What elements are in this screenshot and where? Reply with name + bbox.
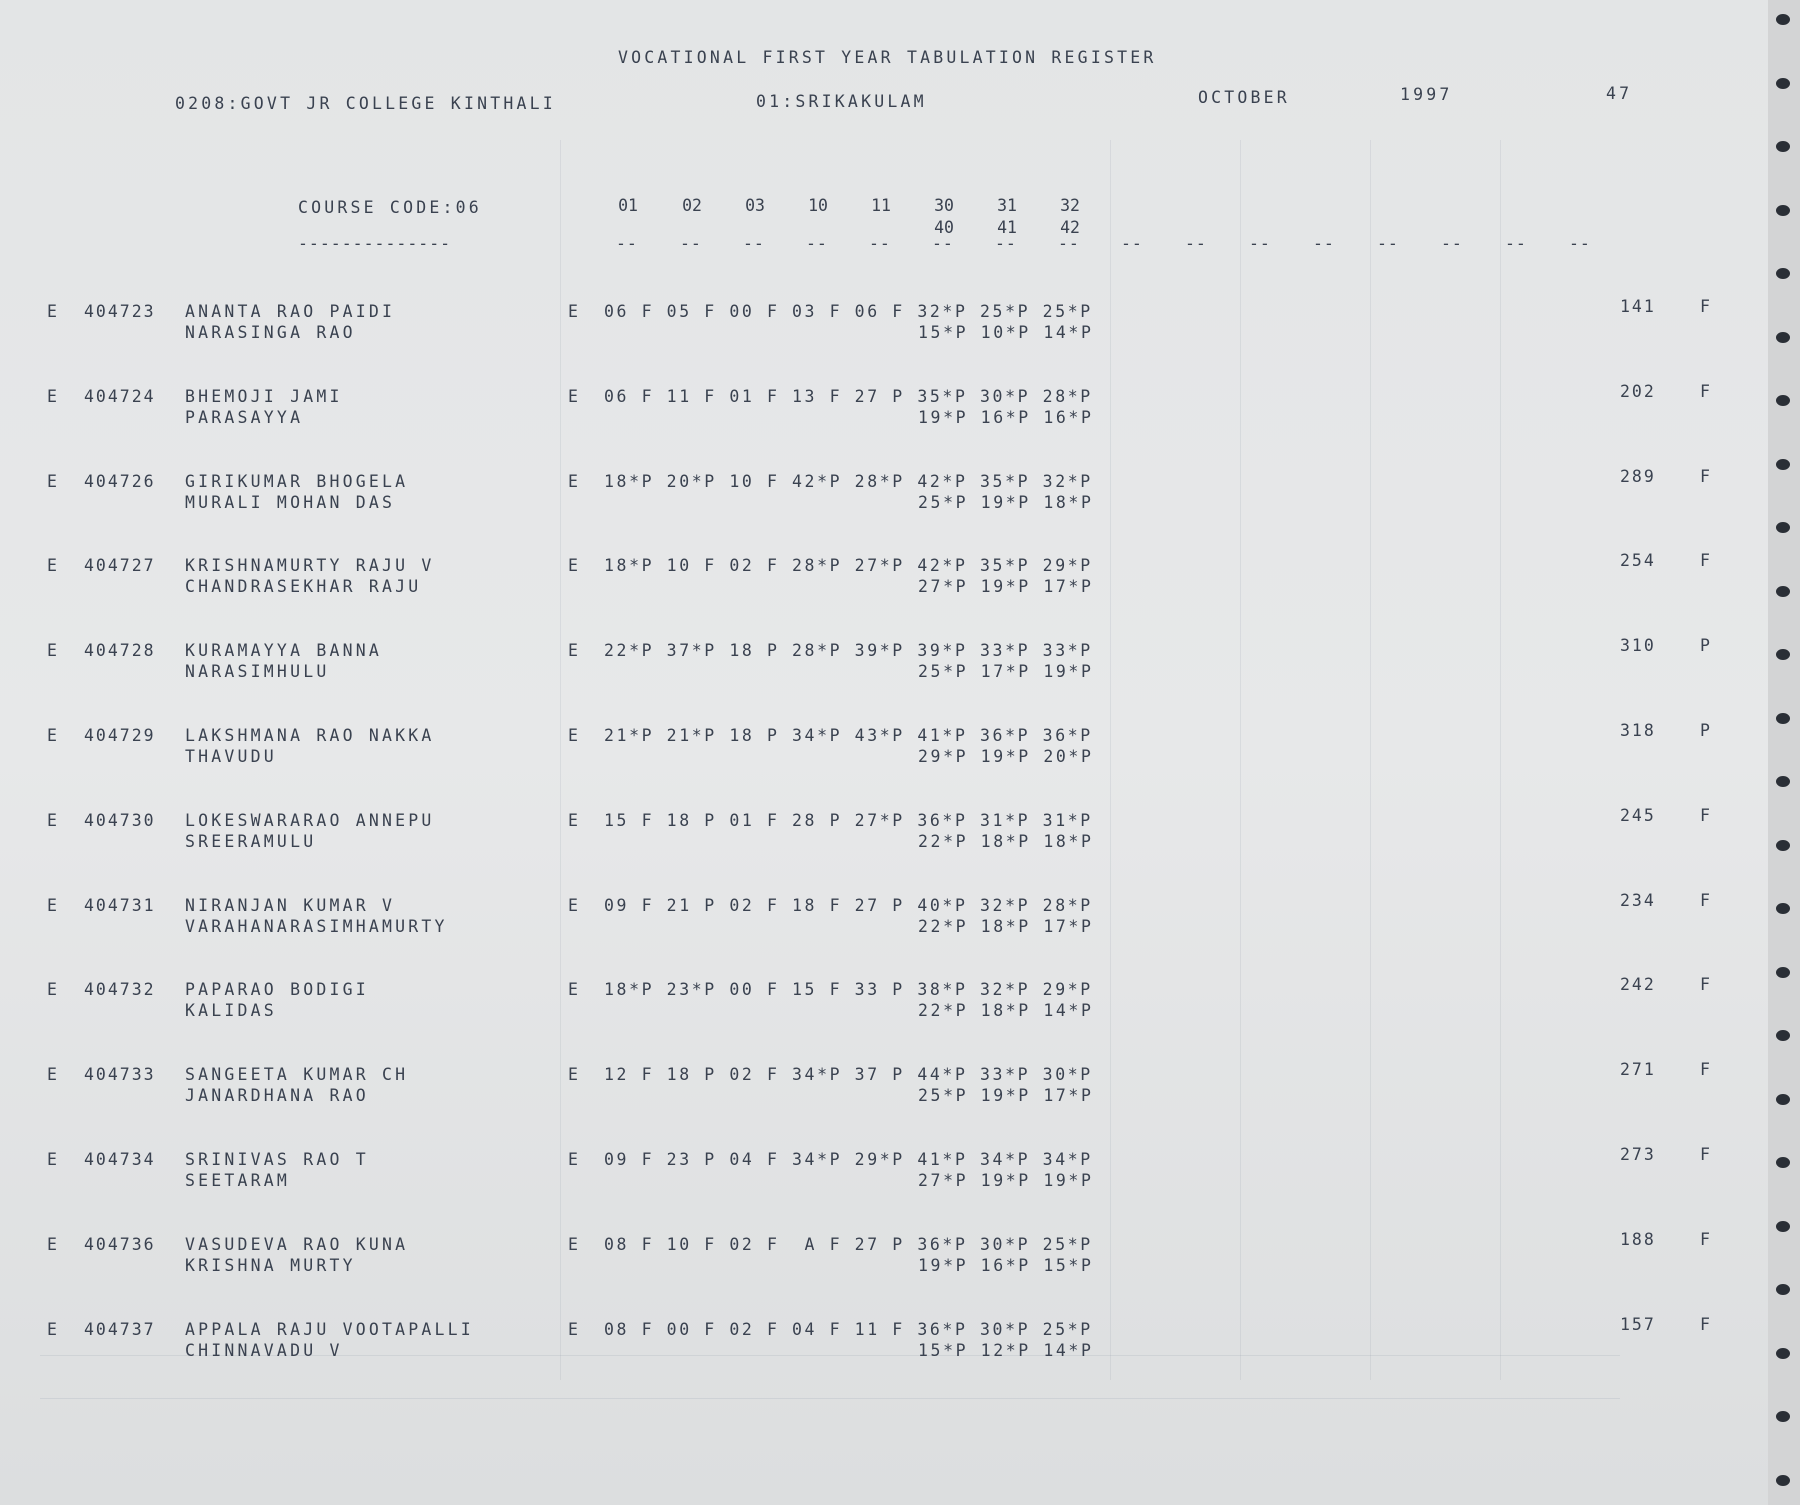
exam-flag: E	[47, 726, 61, 745]
parent-name: JANARDHANA RAO	[185, 1086, 369, 1106]
district-name: 01:SRIKAKULAM	[756, 92, 927, 111]
parent-name: CHANDRASEKHAR RAJU	[185, 577, 422, 597]
total-marks: 254	[1620, 551, 1656, 571]
medium-code: E	[568, 895, 582, 915]
medium-code: E	[568, 1234, 582, 1254]
parent-name: SEETARAM	[185, 1171, 291, 1190]
student-name: KURAMAYYA BANNA	[185, 641, 383, 661]
column-underline: --	[1058, 234, 1080, 253]
column-underline: --	[932, 234, 954, 253]
parent-name: THAVUDU	[185, 747, 277, 766]
result-code: F	[1700, 381, 1714, 401]
practical-marks: 19*P 16*P 16*P	[918, 407, 1094, 427]
total-marks: 245	[1620, 805, 1656, 825]
subject-marks: 18*P 23*P 00 F 15 F 33 P 38*P 32*P 29*P	[604, 980, 1093, 1000]
subject-marks: 08 F 10 F 02 F A F 27 P 36*P 30*P 25*P	[604, 1234, 1093, 1254]
student-name: BHEMOJI JAMI	[185, 386, 343, 406]
exam-flag: E	[47, 1234, 61, 1254]
feed-hole	[1776, 1157, 1790, 1168]
subject-marks: 08 F 00 F 02 F 04 F 11 F 36*P 30*P 25*P	[604, 1319, 1093, 1339]
student-name: ANANTA RAO PAIDI	[185, 302, 396, 321]
student-record-row	[0, 297, 1768, 362]
result-code: F	[1700, 466, 1714, 486]
exam-month: OCTOBER	[1198, 88, 1290, 107]
total-marks: 157	[1620, 1314, 1656, 1334]
practical-marks: 22*P 18*P 17*P	[918, 916, 1094, 936]
subject-marks: 12 F 18 P 02 F 34*P 37 P 44*P 33*P 30*P	[604, 1065, 1093, 1085]
result-code: F	[1700, 805, 1714, 825]
column-underline: --	[869, 234, 891, 253]
feed-hole	[1776, 1094, 1790, 1105]
roll-number: 404734	[84, 1150, 156, 1169]
exam-flag: E	[47, 1150, 61, 1169]
total-marks: 234	[1620, 890, 1656, 910]
medium-code: E	[568, 1319, 582, 1339]
exam-flag: E	[47, 895, 61, 915]
feed-hole	[1776, 1284, 1790, 1295]
student-name: PAPARAO BODIGI	[185, 980, 369, 1000]
medium-code: E	[568, 810, 582, 830]
course-code-underline: --------------	[298, 234, 452, 253]
roll-number: 404724	[84, 386, 156, 406]
roll-number: 404736	[84, 1234, 156, 1254]
practical-marks: 19*P 16*P 15*P	[918, 1255, 1094, 1275]
column-underline: --	[1377, 234, 1399, 253]
subject-marks: 06 F 05 F 00 F 03 F 06 F 32*P 25*P 25*P	[604, 302, 1093, 321]
student-name: VASUDEVA RAO KUNA	[185, 1234, 409, 1254]
medium-code: E	[568, 471, 582, 491]
result-code: P	[1700, 721, 1714, 740]
roll-number: 404723	[84, 302, 156, 321]
parent-name: VARAHANARASIMHAMURTY	[185, 916, 448, 936]
feed-hole	[1776, 332, 1790, 343]
practical-marks: 15*P 12*P 14*P	[918, 1340, 1094, 1360]
subject-code-header-secondary: 40	[934, 218, 954, 237]
practical-marks: 27*P 19*P 17*P	[918, 577, 1094, 597]
roll-number: 404726	[84, 471, 156, 491]
feed-hole	[1776, 586, 1790, 597]
student-record-row	[0, 721, 1768, 786]
student-name: KRISHNAMURTY RAJU V	[185, 556, 435, 576]
medium-code: E	[568, 726, 582, 745]
column-underline: --	[1441, 234, 1463, 253]
subject-code-header-secondary: 42	[1060, 218, 1080, 237]
exam-flag: E	[47, 1065, 61, 1085]
roll-number: 404728	[84, 641, 156, 661]
practical-marks: 25*P 19*P 18*P	[918, 492, 1094, 512]
practical-marks: 25*P 19*P 17*P	[918, 1086, 1094, 1106]
course-code: COURSE CODE:06	[298, 198, 482, 217]
total-marks: 318	[1620, 721, 1656, 740]
column-underline: --	[1569, 234, 1591, 253]
total-marks: 242	[1620, 975, 1656, 995]
medium-code: E	[568, 386, 582, 406]
total-marks: 289	[1620, 466, 1656, 486]
parent-name: SREERAMULU	[185, 831, 317, 851]
student-name: LAKSHMANA RAO NAKKA	[185, 726, 435, 745]
subject-marks: 18*P 20*P 10 F 42*P 28*P 42*P 35*P 32*P	[604, 471, 1093, 491]
exam-flag: E	[47, 641, 61, 661]
subject-code-header: 30	[934, 196, 954, 215]
result-code: F	[1700, 890, 1714, 910]
roll-number: 404733	[84, 1065, 156, 1085]
feed-hole	[1776, 141, 1790, 152]
exam-flag: E	[47, 810, 61, 830]
parent-name: KALIDAS	[185, 1001, 277, 1021]
student-name: NIRANJAN KUMAR V	[185, 895, 396, 915]
register-title: VOCATIONAL FIRST YEAR TABULATION REGISTER	[618, 48, 1157, 67]
student-name: LOKESWARARAO ANNEPU	[185, 810, 435, 830]
practical-marks: 22*P 18*P 14*P	[918, 1001, 1094, 1021]
student-name: GIRIKUMAR BHOGELA	[185, 471, 409, 491]
column-underline: --	[806, 234, 828, 253]
medium-code: E	[568, 641, 582, 661]
roll-number: 404729	[84, 726, 156, 745]
medium-code: E	[568, 1150, 582, 1169]
column-underline: --	[1313, 234, 1335, 253]
student-record-row	[0, 805, 1768, 871]
total-marks: 188	[1620, 1229, 1656, 1249]
tractor-feed-strip	[1768, 0, 1800, 1505]
student-record-row	[0, 1229, 1768, 1295]
parent-name: KRISHNA MURTY	[185, 1255, 356, 1275]
feed-hole	[1776, 1221, 1790, 1232]
column-underline: --	[743, 234, 765, 253]
exam-flag: E	[47, 471, 61, 491]
roll-number: 404732	[84, 980, 156, 1000]
parent-name: MURALI MOHAN DAS	[185, 492, 396, 512]
medium-code: E	[568, 1065, 582, 1085]
column-underline: --	[616, 234, 638, 253]
roll-number: 404731	[84, 895, 156, 915]
subject-code-header: 10	[808, 196, 828, 215]
practical-marks: 27*P 19*P 19*P	[918, 1171, 1094, 1190]
subject-marks: 18*P 10 F 02 F 28*P 27*P 42*P 35*P 29*P	[604, 556, 1093, 576]
page-number: 47	[1606, 84, 1633, 103]
practical-marks: 22*P 18*P 18*P	[918, 831, 1094, 851]
column-underline: --	[995, 234, 1017, 253]
subject-code-header-secondary: 41	[997, 218, 1017, 237]
result-code: F	[1700, 1060, 1714, 1080]
result-code: F	[1700, 551, 1714, 571]
total-marks: 202	[1620, 381, 1656, 401]
student-record-row	[0, 890, 1768, 956]
practical-marks: 29*P 19*P 20*P	[918, 747, 1094, 766]
feed-hole	[1776, 522, 1790, 533]
total-marks: 141	[1620, 297, 1656, 316]
medium-code: E	[568, 556, 582, 576]
feed-hole	[1776, 1348, 1790, 1359]
feed-hole	[1776, 459, 1790, 470]
feed-hole	[1776, 903, 1790, 914]
student-name: APPALA RAJU VOOTAPALLI	[185, 1319, 474, 1339]
medium-code: E	[568, 302, 582, 321]
result-code: F	[1700, 297, 1714, 316]
roll-number: 404727	[84, 556, 156, 576]
feed-hole	[1776, 713, 1790, 724]
feed-hole	[1776, 1030, 1790, 1041]
column-underline: --	[1121, 234, 1143, 253]
student-record-row	[0, 975, 1768, 1040]
bleed-through-text	[300, 1435, 1500, 1475]
parent-name: PARASAYYA	[185, 407, 304, 427]
subject-code-header: 01	[618, 196, 638, 215]
column-underline: --	[1185, 234, 1207, 253]
student-record-row	[0, 1060, 1768, 1125]
total-marks: 310	[1620, 636, 1656, 656]
subject-code-header: 31	[997, 196, 1017, 215]
student-name: SANGEETA KUMAR CH	[185, 1065, 409, 1085]
subject-code-header: 02	[682, 196, 702, 215]
student-record-row	[0, 381, 1768, 447]
subject-code-header: 32	[1060, 196, 1080, 215]
exam-year: 1997	[1400, 85, 1453, 104]
result-code: F	[1700, 1314, 1714, 1334]
practical-marks: 15*P 10*P 14*P	[918, 323, 1094, 342]
feed-hole	[1776, 776, 1790, 787]
result-code: F	[1700, 1229, 1714, 1249]
total-marks: 273	[1620, 1145, 1656, 1164]
subject-code-header: 03	[745, 196, 765, 215]
subject-marks: 15 F 18 P 01 F 28 P 27*P 36*P 31*P 31*P	[604, 810, 1093, 830]
result-code: F	[1700, 975, 1714, 995]
exam-flag: E	[47, 1319, 61, 1339]
parent-name: CHINNAVADU V	[185, 1340, 343, 1360]
student-record-row	[0, 636, 1768, 701]
total-marks: 271	[1620, 1060, 1656, 1080]
exam-flag: E	[47, 386, 61, 406]
subject-code-header: 11	[871, 196, 891, 215]
column-underline: --	[1505, 234, 1527, 253]
student-record-row	[0, 551, 1768, 616]
subject-marks: 09 F 23 P 04 F 34*P 29*P 41*P 34*P 34*P	[604, 1150, 1093, 1169]
parent-name: NARASINGA RAO	[185, 323, 356, 342]
student-name: SRINIVAS RAO T	[185, 1150, 369, 1169]
practical-marks: 25*P 17*P 19*P	[918, 662, 1094, 682]
feed-hole	[1776, 268, 1790, 279]
parent-name: NARASIMHULU	[185, 662, 330, 682]
result-code: P	[1700, 636, 1714, 656]
subject-marks: 21*P 21*P 18 P 34*P 43*P 41*P 36*P 36*P	[604, 726, 1093, 745]
column-underline: --	[680, 234, 702, 253]
feed-hole	[1776, 649, 1790, 660]
subject-marks: 06 F 11 F 01 F 13 F 27 P 35*P 30*P 28*P	[604, 386, 1093, 406]
student-record-row	[0, 466, 1768, 532]
exam-flag: E	[47, 980, 61, 1000]
student-record-row	[0, 1145, 1768, 1210]
student-record-row	[0, 1314, 1768, 1380]
result-code: F	[1700, 1145, 1714, 1164]
exam-flag: E	[47, 302, 61, 321]
roll-number: 404737	[84, 1319, 156, 1339]
exam-flag: E	[47, 556, 61, 576]
feed-hole	[1776, 967, 1790, 978]
column-underline: --	[1249, 234, 1271, 253]
roll-number: 404730	[84, 810, 156, 830]
feed-hole	[1776, 840, 1790, 851]
subject-marks: 22*P 37*P 18 P 28*P 39*P 39*P 33*P 33*P	[604, 641, 1093, 661]
college-name: 0208:GOVT JR COLLEGE KINTHALI	[175, 94, 556, 113]
feed-hole	[1776, 78, 1790, 89]
subject-marks: 09 F 21 P 02 F 18 F 27 P 40*P 32*P 28*P	[604, 895, 1093, 915]
medium-code: E	[568, 980, 582, 1000]
feed-hole	[1776, 1475, 1790, 1486]
feed-hole	[1776, 14, 1790, 25]
feed-hole	[1776, 205, 1790, 216]
feed-hole	[1776, 1411, 1790, 1422]
feed-hole	[1776, 395, 1790, 406]
